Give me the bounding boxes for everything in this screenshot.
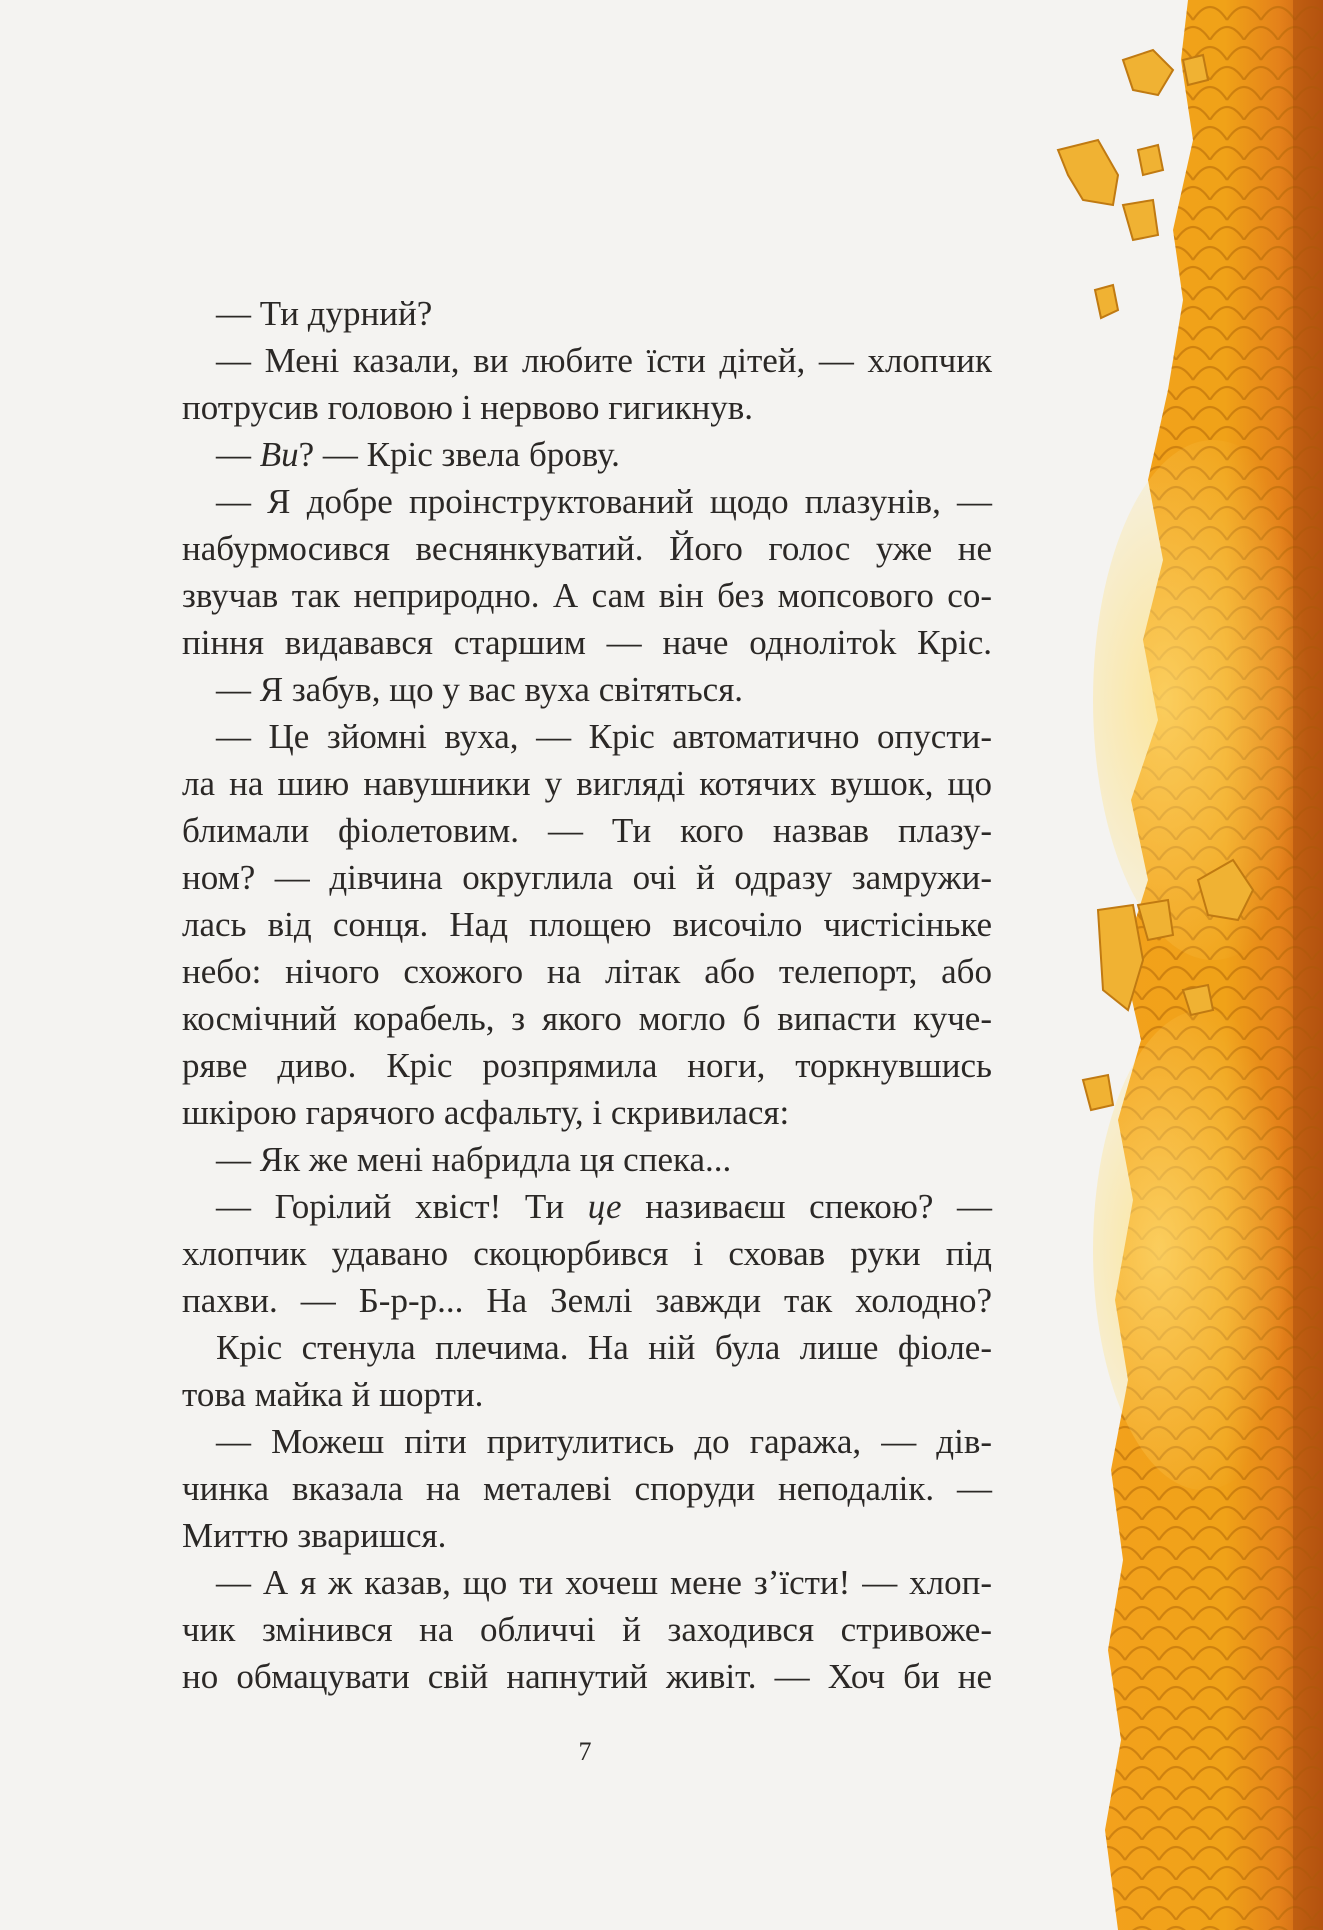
text-segment: ла на шию навушники у вигляді котячих вушок, що <box>182 764 992 803</box>
text-segment: набурмосився веснянкуватий. Його голос уже не <box>182 529 992 568</box>
text-line <box>182 337 992 384</box>
text-segment: Миттю зваришся. <box>182 1516 447 1555</box>
text-line <box>182 1042 992 1089</box>
text-segment: потрусив головою і нервово гигикнув. <box>182 388 753 427</box>
text-segment: пахви. — Б-р-р... На Землі завжди так холодно? <box>182 1281 992 1320</box>
text-segment: — <box>216 341 265 380</box>
text-segment: — Я добре проінструктований щодо плазунів, — <box>216 482 992 521</box>
text-segment: небо: нічого схожого на літак або телепорт, або <box>182 952 992 991</box>
italic-text: це <box>587 1187 622 1226</box>
body-text <box>182 290 992 1700</box>
text-segment: — Це зйомні вуха, — Кріс автоматично опусти- <box>216 717 992 756</box>
text-line <box>182 760 992 807</box>
text-segment: блимали фіолетовим. — Ти кого назвав плазу- <box>182 811 992 850</box>
text-segment: Мені казали, ви любите їсти дітей, — хлопчик <box>264 341 993 380</box>
text-segment: хлопчик удавано скоцюрбився і сховав руки під <box>182 1234 992 1273</box>
text-line <box>182 1089 992 1136</box>
text-segment: — Можеш піти притулитись до гаража, — дів- <box>216 1422 992 1461</box>
text-segment: чик змінився на обличчі й заходився стривоже- <box>182 1610 992 1649</box>
text-line <box>182 1371 992 1418</box>
text-line <box>182 807 992 854</box>
dragon-scales-decoration <box>1023 0 1323 1930</box>
text-line <box>182 619 992 666</box>
text-line <box>182 431 992 478</box>
text-segment: піння видавався старшим — наче однолітоk Кріс. <box>182 623 992 662</box>
text-line <box>182 525 992 572</box>
text-segment: звучав так неприродно. А сам він без мопсового со- <box>182 576 992 615</box>
text-line <box>182 1465 992 1512</box>
text-line <box>182 995 992 1042</box>
text-segment: — А я ж казав, що ти хочеш мене з’їсти! — хлоп- <box>216 1563 992 1602</box>
text-line <box>182 572 992 619</box>
text-line <box>182 384 992 431</box>
text-segment: шкірою гарячого асфальту, і скривилася: <box>182 1093 790 1132</box>
text-segment: лась від сонця. Над площею височіло чистісіньке <box>182 905 992 944</box>
text-line <box>182 1277 992 1324</box>
text-segment: ном? — дівчина округлила очі й одразу замружи- <box>182 858 992 897</box>
page-number: 7 <box>578 1737 592 1766</box>
text-line <box>182 1324 992 1371</box>
text-line <box>182 290 992 337</box>
text-segment: чинка вказала на металеві споруди неподалік. — <box>182 1469 992 1508</box>
text-segment: називаєш спекою? — <box>621 1187 992 1226</box>
italic-text: Ви <box>259 435 299 474</box>
text-segment: това майка й шорти. <box>182 1375 484 1414</box>
text-line <box>182 478 992 525</box>
text-line <box>182 1418 992 1465</box>
text-segment: но обмацувати свій напнутий живіт. — Хоч би не <box>182 1657 992 1696</box>
text-segment: — <box>216 435 260 474</box>
text-line <box>182 948 992 995</box>
text-line <box>182 713 992 760</box>
text-segment: ? — Кріс звела брову. <box>298 435 620 474</box>
text-line <box>182 854 992 901</box>
text-line <box>182 1606 992 1653</box>
text-line <box>182 1183 992 1230</box>
text-line <box>182 1559 992 1606</box>
text-segment: космічний корабель, з якого могло б випасти куче- <box>182 999 992 1038</box>
text-segment: — Як же мені набридла ця спека... <box>216 1140 732 1179</box>
text-segment: ряве диво. Кріс розпрямила ноги, торкнувшись <box>182 1046 992 1085</box>
text-line <box>182 901 992 948</box>
text-segment: Кріс стенула плечима. На ній була лише фіоле- <box>216 1328 992 1367</box>
text-segment: — Я забув, що у вас вуха світяться. <box>216 670 744 709</box>
text-line <box>182 1230 992 1277</box>
text-line <box>182 1512 992 1559</box>
text-segment: — Ти дурний? <box>216 294 433 333</box>
text-segment: — Горілий хвіст! Ти <box>216 1187 588 1226</box>
text-line <box>182 1653 992 1700</box>
text-line <box>182 1136 992 1183</box>
text-line <box>182 666 992 713</box>
